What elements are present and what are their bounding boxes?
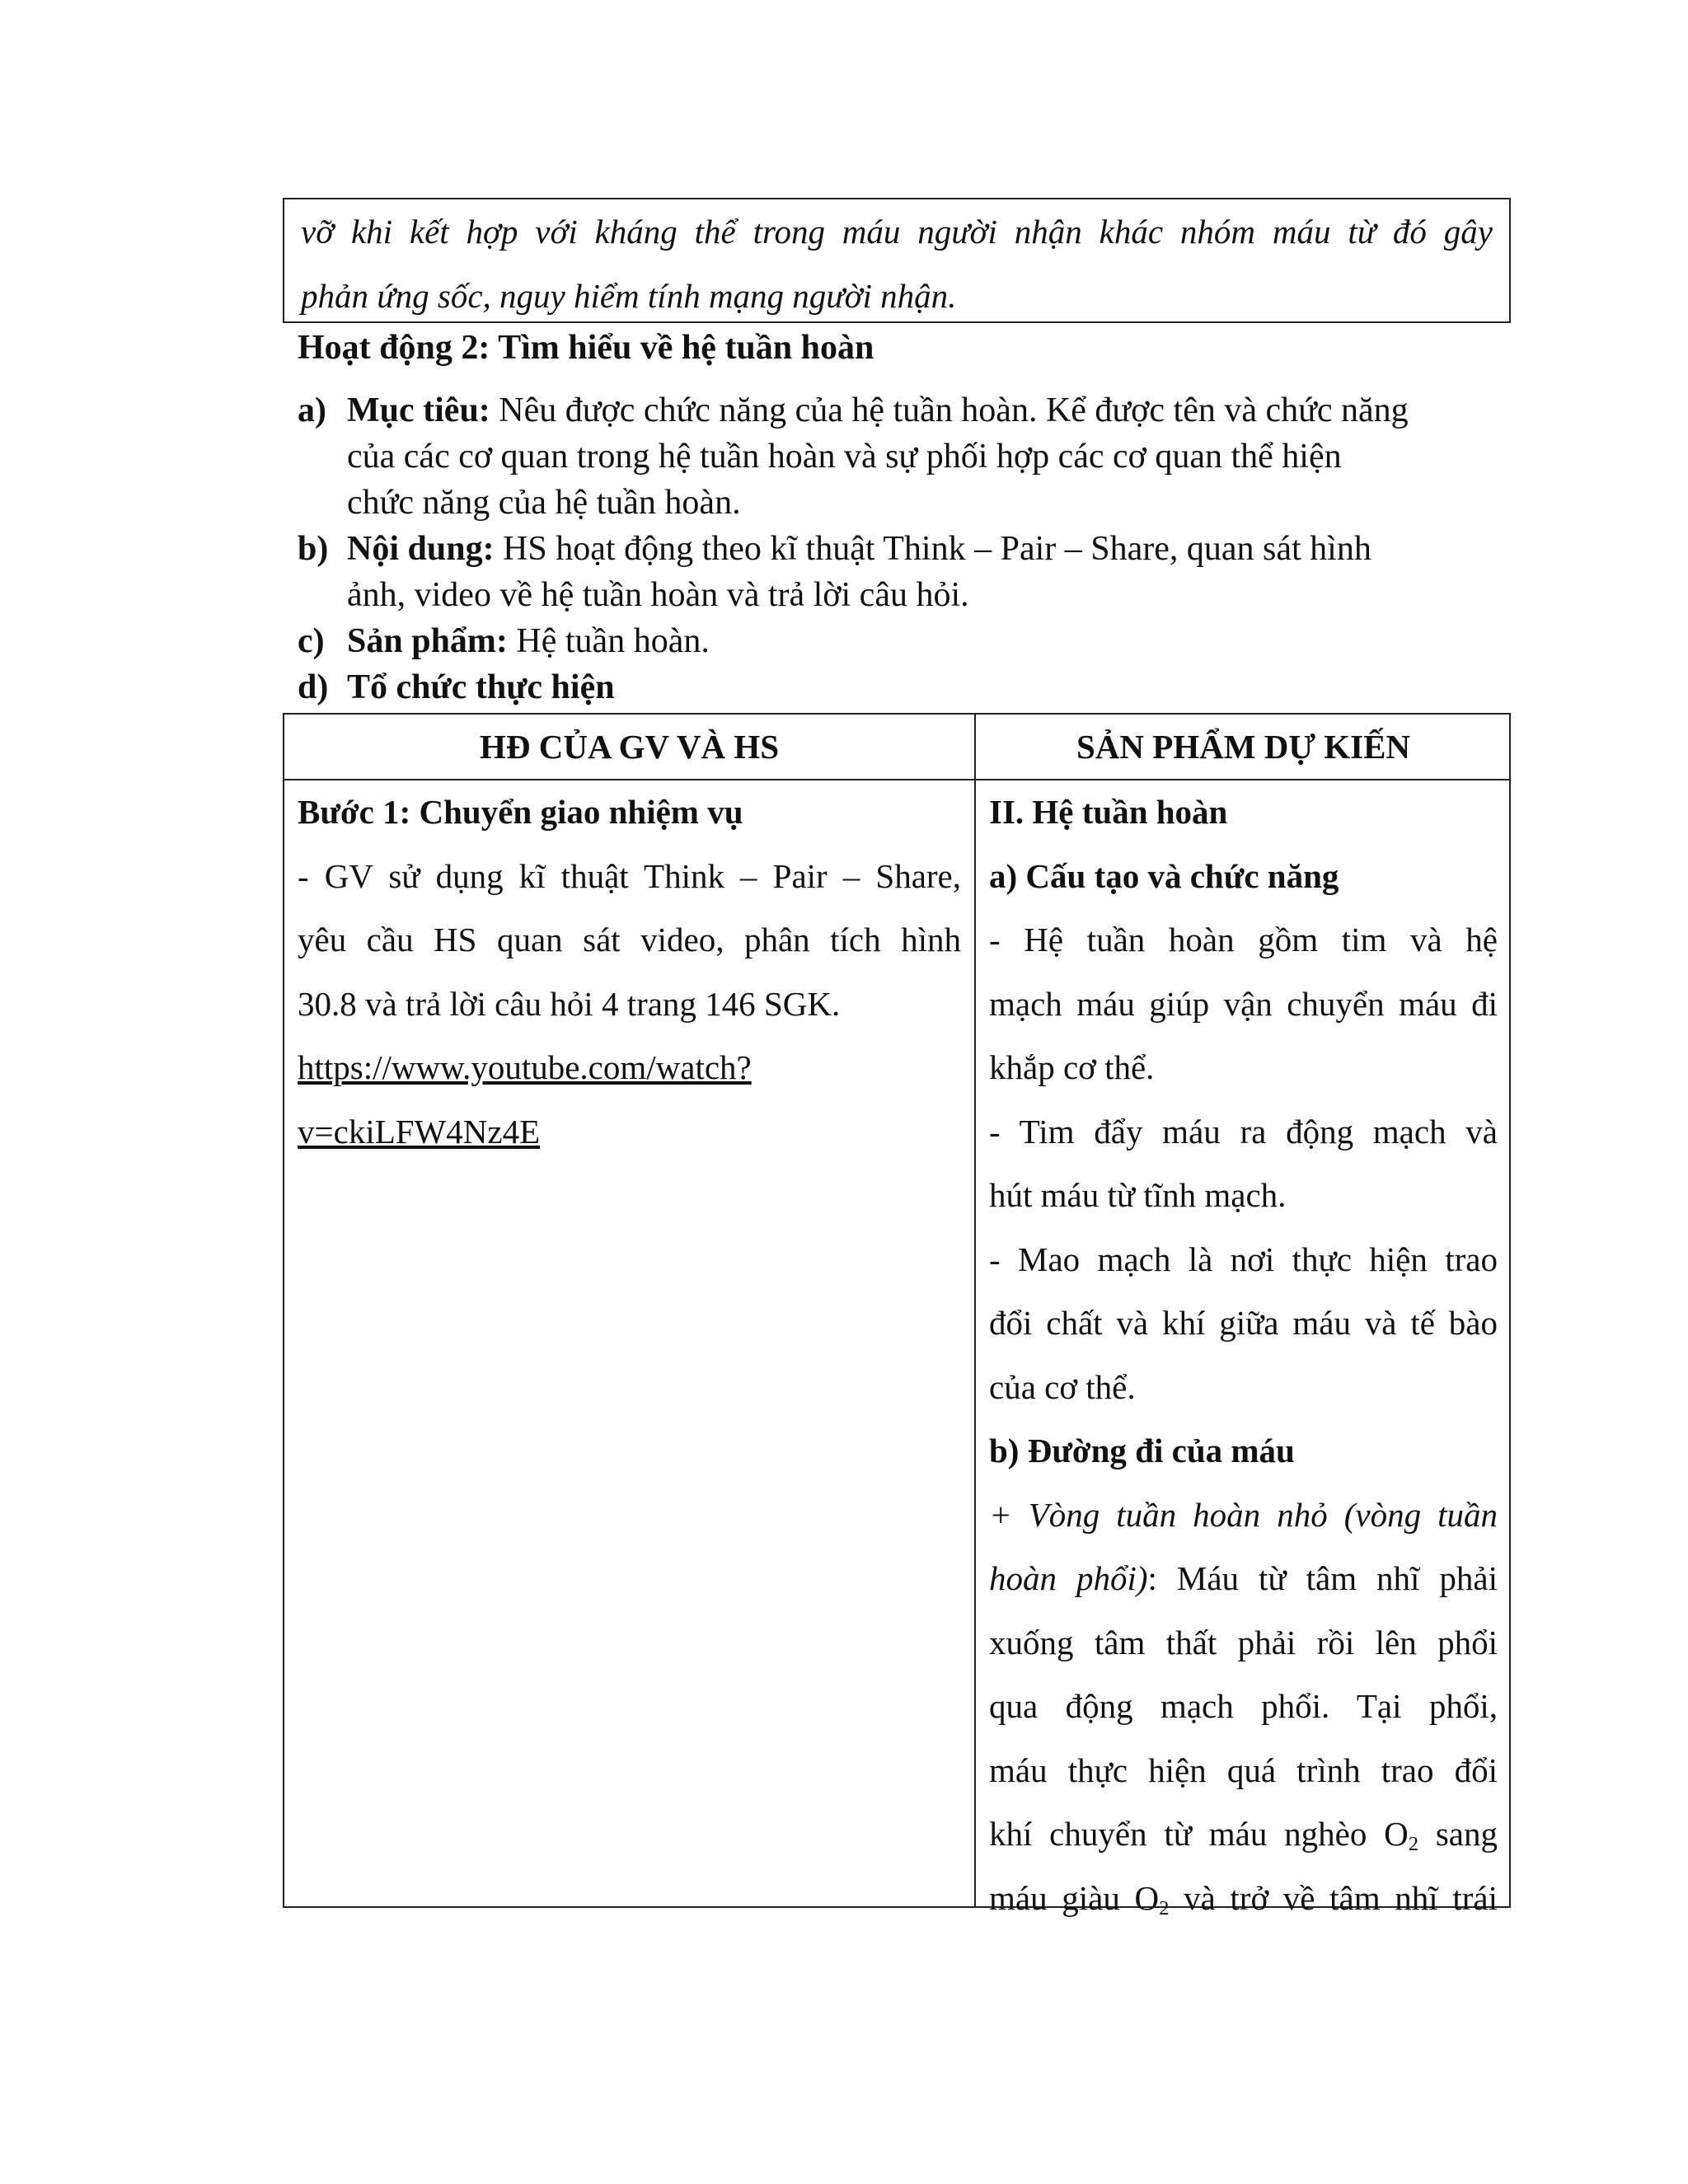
subscript: 2 [1159, 1896, 1170, 1919]
italic-term: hoàn phổi) [989, 1559, 1148, 1597]
item-label: Tổ chức thực hiện [347, 668, 615, 706]
subscript: 2 [1408, 1833, 1419, 1856]
note-line-1: vỡ khi kết hợp với kháng thể trong máu người nhận khác nhóm máu từ đó gây [301, 213, 1493, 251]
header-teacher-student: HĐ CỦA GV VÀ HS [480, 728, 779, 766]
right-line: đổi chất và khí giữa máu và tế bào [989, 1304, 1498, 1342]
list-marker: c) [298, 622, 325, 660]
right-line: của cơ thể. [989, 1367, 1136, 1406]
list-item-objective [298, 387, 1534, 526]
list-item-organization [298, 664, 1534, 710]
right-column [989, 780, 1498, 1930]
right-line: xuống tâm thất phải rồi lên phổi [989, 1623, 1498, 1661]
list-marker: a) [298, 391, 326, 429]
item-label: Sản phẩm: [347, 622, 508, 660]
right-line: hút máu từ tĩnh mạch. [989, 1176, 1287, 1214]
item-text: của các cơ quan trong hệ tuần hoàn và sự phối hợp các cơ quan thể hiện [347, 438, 1342, 476]
right-line: + Vòng tuần hoàn nhỏ (vòng tuần [989, 1495, 1498, 1534]
item-text: HS hoạt động theo kĩ thuật Think – Pair – Share, quan sát hình [503, 530, 1372, 568]
right-line: - Tim đẩy máu ra động mạch và [989, 1112, 1498, 1151]
left-line: 30.8 và trả lời câu hỏi 4 trang 146 SGK. [298, 984, 841, 1023]
item-text: Hệ tuần hoàn. [516, 622, 710, 660]
right-line-post: sang [1418, 1815, 1498, 1853]
list-marker: b) [298, 530, 329, 568]
list-marker: d) [298, 668, 329, 706]
header-expected-product: SẢN PHẨM DỰ KIẾN [1076, 728, 1411, 766]
item-text: ảnh, video về hệ tuần hoàn và trả lời câu hỏi. [347, 576, 969, 614]
video-link[interactable]: https://www.youtube.com/watch? [298, 1048, 752, 1086]
right-line-post: và trở về tâm nhĩ trái [1169, 1878, 1498, 1917]
note-line-2: phản ứng sốc, nguy hiểm tính mạng người nhận. [301, 277, 957, 315]
right-line: - Hệ tuần hoàn gồm tim và hệ [989, 921, 1498, 958]
right-line: - Mao mạch là nơi thực hiện trao [989, 1240, 1498, 1278]
note-box [283, 198, 1511, 323]
step-title: Bước 1: Chuyển giao nhiệm vụ [298, 793, 743, 831]
video-link-cont[interactable]: v=ckiLFW4Nz4E [298, 1112, 541, 1151]
left-line: - GV sử dụng kĩ thuật Think – Pair – Share, [298, 856, 961, 895]
item-text: Nêu được chức năng của hệ tuần hoàn. Kể được tên và chức năng [499, 391, 1409, 429]
right-line: mạch máu giúp vận chuyển máu đi [989, 984, 1498, 1023]
item-text: chức năng của hệ tuần hoàn. [347, 484, 741, 522]
left-line: yêu cầu HS quan sát video, phân tích hình [298, 921, 961, 958]
subsection-b-title: b) Đường đi của máu [989, 1432, 1295, 1469]
right-line-pre: máu giàu O [989, 1878, 1160, 1917]
item-label: Nội dung: [347, 530, 495, 568]
right-line-pre: khí chuyển từ máu nghèo O [989, 1815, 1409, 1853]
activity-table [283, 713, 1511, 1919]
activity-list [298, 387, 1534, 710]
item-label: Mục tiêu: [347, 391, 490, 429]
section-title: II. Hệ tuần hoàn [989, 793, 1228, 831]
right-line: máu thực hiện quá trình trao đổi [989, 1750, 1498, 1789]
list-item-product [298, 618, 1534, 664]
activity-heading: Hoạt động 2: Tìm hiểu về hệ tuần hoàn [298, 329, 874, 367]
subsection-a-title: a) Cấu tạo và chức năng [989, 856, 1339, 895]
list-item-content [298, 526, 1534, 618]
left-column [298, 780, 961, 1164]
right-line: qua động mạch phổi. Tại phổi, [989, 1687, 1498, 1725]
right-line: khắp cơ thể. [989, 1048, 1155, 1086]
right-line-rest: : Máu từ tâm nhĩ phải [1147, 1559, 1498, 1597]
column-divider [974, 715, 976, 1906]
